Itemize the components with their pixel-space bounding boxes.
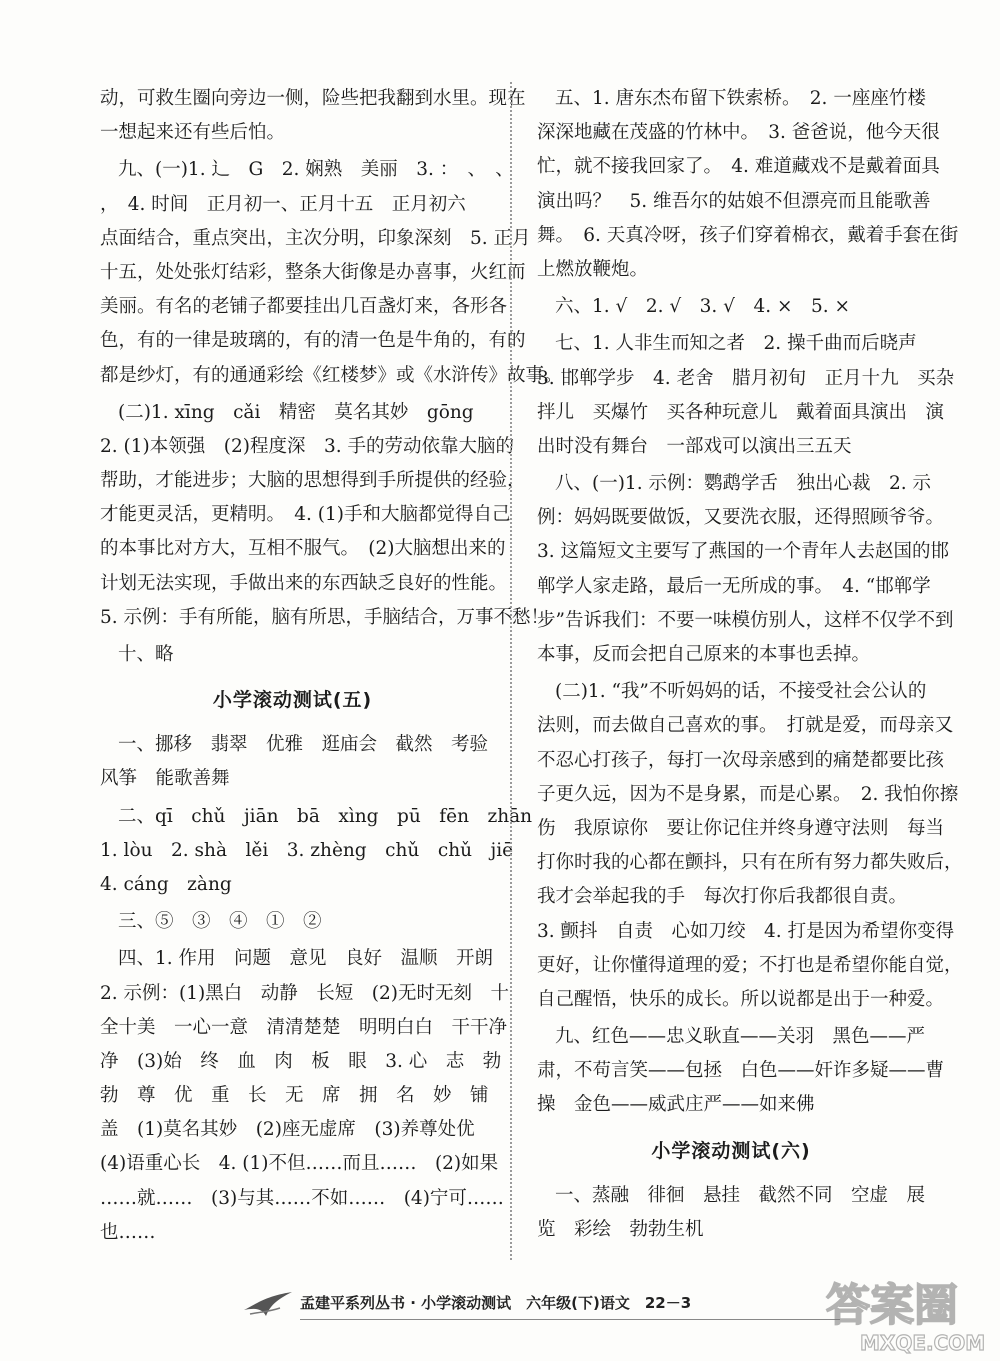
answer-line: ……就…… (3)与其……不如…… (4)宁可…… <box>100 1187 504 1209</box>
left-column <box>100 82 563 1250</box>
swallow-logo-icon <box>240 1282 296 1322</box>
answer-line: 点面结合，重点突出，主次分明，印象深刻 5. 正月 <box>100 227 531 249</box>
watermark-text: 答案圈 <box>826 1280 958 1331</box>
answer-line: 十五，处处张灯结彩，整条大街像是办喜事，火红而 <box>100 261 526 283</box>
answer-line: 法则，而去做自己喜欢的事。 打就是爱，而母亲又 <box>537 715 954 737</box>
answer-line: 出时没有舞台 一部戏可以演出三五天 <box>537 435 852 457</box>
answer-line: 更好，让你懂得道理的爱；不打也是希望你能自觉， <box>537 954 963 976</box>
watermark-sub: MXQE.COM <box>860 1331 986 1355</box>
answer-line: 九、红色——忠义耿直——关羽 黑色——严 <box>555 1026 926 1048</box>
section-title-test-5: 小学滚动测试(五) <box>212 689 373 712</box>
answer-line: 子更久远，因为不是身累，而是心累。 2. 我怕你擦 <box>537 783 959 805</box>
right-answers-part-1 <box>537 82 963 1123</box>
answer-line: 伤 我原谅你 要让你记住并终身遵守法则 每当 <box>537 817 945 839</box>
column-divider <box>510 82 512 1260</box>
answer-line: (4)语重心长 4. (1)不但……而且…… (2)如果 <box>100 1153 499 1175</box>
answer-line: 都是纱灯，有的通通彩绘《红楼梦》或《水浒传》故事。 <box>100 364 563 386</box>
section-title-test-6: 小学滚动测试(六) <box>651 1139 811 1162</box>
answer-line: 例：妈妈既要做饭，又要洗衣服，还得照顾爷爷。 <box>537 507 945 529</box>
answer-line: 自己醒悟，快乐的成长。所以说都是出于一种爱。 <box>537 988 945 1010</box>
answer-line: 郸学人家走路，最后一无所成的事。 4. “邯郸学 <box>537 575 931 597</box>
answer-line: 风筝 能歌善舞 <box>100 768 230 790</box>
answer-line: 览 彩绘 勃勃生机 <box>537 1218 704 1240</box>
answer-line: 打你时我的心都在颤抖，只有在所有努力都失败后， <box>537 852 963 874</box>
left-answers-part-1 <box>100 82 563 672</box>
answer-line: 2. 示例：(1)黑白 动静 长短 (2)无时无刻 十 <box>100 982 509 1004</box>
answer-line: ， 4. 时间 正月初一、正月十五 正月初六 <box>100 193 466 215</box>
answer-line: 的本事比对方大，互相不服气。 (2)大脑想出来的 <box>100 538 506 560</box>
answer-line: 才能更灵活，更精明。 4. (1)手和大脑都觉得自己 <box>100 504 511 526</box>
answer-line: 舞。 6. 天真冷呀，孩子们穿着棉衣，戴着手套在街 <box>537 224 959 246</box>
answer-line: 色，有的一律是玻璃的，有的清一色是牛角的，有的 <box>100 330 526 352</box>
answer-line: 肃，不苟言笑——包拯 白色——奸诈多疑——曹 <box>537 1060 945 1082</box>
answer-line: 1. lòu 2. shà lěi 3. zhèng chǔ chǔ jiē <box>100 839 514 861</box>
answer-line: 5. 示例：手有所能，脑有所思，手脑结合，万事不愁！ <box>100 606 550 628</box>
answer-line: 计划无法实现，手做出来的东西缺乏良好的性能。 <box>100 572 508 594</box>
answer-line: 上燃放鞭炮。 <box>537 258 649 280</box>
answer-line: 全十美 一心一意 清清楚楚 明明白白 干干净 <box>100 1016 508 1038</box>
answer-line: 忙，就不接我回家了。 4. 难道藏戏不是戴着面具 <box>537 156 940 178</box>
answer-line: (二)1. xīng cǎi 精密 莫名其妙 gōng <box>118 401 474 423</box>
footer-text: 孟建平系列丛书 · 小学滚动测试 六年级(下)语文 22－3 <box>300 1293 692 1312</box>
answer-line: 演出吗？ 5. 维吾尔的姑娘不但漂亮而且能歌善 <box>537 190 931 212</box>
answer-line: 2. (1)本领强 (2)程度深 3. 手的劳动依靠大脑的 <box>100 435 514 457</box>
right-answers-part-2 <box>537 1179 925 1247</box>
right-column <box>537 82 963 1247</box>
answer-line: (二)1. “我”不听妈妈的话，不接受社会公认的 <box>555 681 927 703</box>
answer-line: 拌儿 买爆竹 买各种玩意儿 戴着面具演出 演 <box>537 401 945 423</box>
answer-line: 九、(一)1. 辶 G 2. 娴熟 美丽 3. ： 、 、 <box>118 159 514 181</box>
page-footer <box>240 1282 840 1322</box>
answer-line: 也…… <box>100 1221 156 1243</box>
answer-line: 二、qī chǔ jiān bā xìng pū fēn zhān <box>118 805 533 827</box>
footer-rule <box>300 1319 840 1320</box>
answer-line: 一、蒸融 徘徊 悬挂 截然不同 空虚 展 <box>555 1184 926 1206</box>
answer-line: 七、1. 人非生而知之者 2. 操千曲而后晓声 <box>555 333 917 355</box>
answer-line: 帮助，才能进步；大脑的思想得到手所提供的经验， <box>100 470 526 492</box>
answer-line: 本事，反而会把自己原来的本事也丢掉。 <box>537 644 871 665</box>
answer-line: 八、(一)1. 示例：鹦鹉学舌 独出心裁 2. 示 <box>555 473 931 495</box>
answer-line: 3. 这篇短文主要写了燕国的一个青年人去赵国的邯 <box>537 541 950 563</box>
answer-line: 不忍心打孩子，每打一次母亲感到的痛楚都要比孩 <box>537 749 945 771</box>
answer-line: 4. cáng zàng <box>100 873 232 895</box>
answer-line: 深深地藏在茂盛的竹林中。 3. 爸爸说，他今天很 <box>537 122 940 144</box>
answer-line: 一想起来还有些后怕。 <box>100 122 286 144</box>
answer-line: 步”告诉我们：不要一味模仿别人，这样不仅学不到 <box>537 609 954 631</box>
answer-line: 六、1. √ 2. √ 3. √ 4. × 5. × <box>555 296 851 318</box>
answer-line: 勃 尊 优 重 长 无 席 拥 名 妙 铺 <box>100 1085 489 1107</box>
answer-line: 3. 邯郸学步 4. 老舍 腊月初旬 正月十九 买杂 <box>537 367 955 389</box>
answer-line: 美丽。有名的老铺子都要挂出几百盏灯来，各形各 <box>100 296 508 318</box>
answer-line: 操 金色——威武庄严——如来佛 <box>537 1094 815 1116</box>
answer-line: 盖 (1)莫名其妙 (2)座无虚席 (3)养尊处优 <box>100 1119 475 1141</box>
answer-line: 十、略 <box>118 644 174 665</box>
answer-line: 3. 颤抖 自责 心如刀绞 4. 打是因为希望你变得 <box>537 920 955 942</box>
left-answers-part-2 <box>100 728 533 1250</box>
answer-line: 一、挪移 翡翠 优雅 逛庙会 截然 考验 <box>118 734 489 756</box>
answer-line: 五、1. 唐东杰布留下铁索桥。 2. 一座座竹楼 <box>555 88 926 109</box>
answer-line: 四、1. 作用 问题 意见 良好 温顺 开朗 <box>118 948 494 970</box>
answer-line: 三、⑤ ③ ④ ① ② <box>118 911 322 933</box>
answer-line: 净 (3)始 终 血 肉 板 眼 3. 心 志 勃 <box>100 1050 502 1072</box>
watermark-logo-icon <box>820 1268 995 1358</box>
answer-line: 动，可救生圈向旁边一侧，险些把我翻到水里。现在 <box>100 88 526 109</box>
answer-line: 我才会举起我的手 每次打你后我都很自责。 <box>537 886 908 908</box>
